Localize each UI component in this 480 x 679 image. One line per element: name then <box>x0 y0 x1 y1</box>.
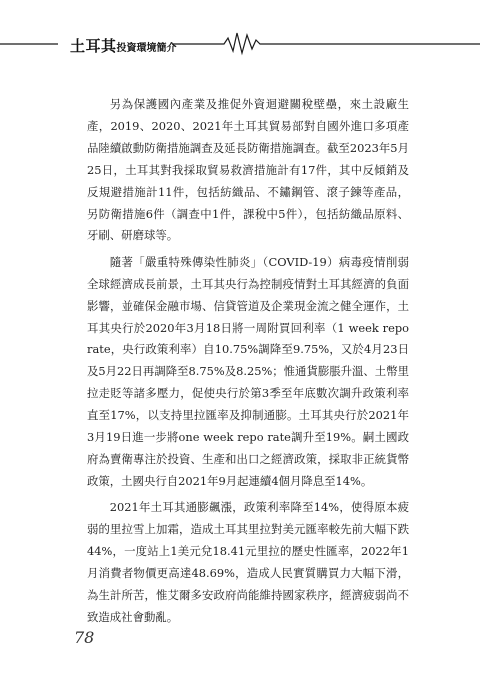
paragraph-covid-monetary-policy: 隨著「嚴重特殊傳染性肺炎」（COVID-19）病毒疫情削弱全球經濟成長前景，土耳其央行為控制疫情對土耳其經濟的負面影響，並確保金融市場、信貸管道及企業現金流之健全運作，土耳其央行於2020年3月18日將一周附買回利率（1 week repo rate，央行政策利率）自10.75%調降至9.75%，又於4月23日及5月22日再調降至8.75%及8.25%；惟通貨膨脹升溫、土幣里拉走貶等諸多壓力，促使央行於第3季至年底數次調升政策利率直至17%，以支持里拉匯率及抑制通膨。土耳其央行於2021年3月19日進一步將one week repo rate調升至19%。嗣土國政府為賣衛專注於投資、生產和出口之經濟政策，採取非正統貨幣政策，土國央行自2021年9月起連續4個月降息至14%。 <box>87 254 409 488</box>
header-title <box>70 35 177 56</box>
running-header <box>0 24 480 64</box>
body-text <box>87 94 409 633</box>
header-title-country: 土耳其 <box>70 37 117 55</box>
paragraph-inflation-2021: 2021年土耳其通膨飆漲，政策利率降至14%，使得原本疲弱的里拉雪上加霜，造成土耳其里拉對美元匯率較先前大幅下跌44%，一度站上1美元兌18.41元里拉的歷史性匯率，2022年1月消費者物價更高達48.69%，造成人民實質購買力大幅下滑，為生計所苦，惟艾爾多安政府尚能維持國家秩序，經濟疲弱尚不致造成社會動亂。 <box>87 500 409 624</box>
page-number: 78 <box>74 628 95 647</box>
header-title-subtitle: 投資環境簡介 <box>116 43 177 54</box>
paragraph-trade-remedies: 另為保護國內產業及推促外資迴避關稅壁壘，來土設廠生產，2019、2020、2021年土耳其貿易部對自國外進口多項產品陸續啟動防衛措施調查及延長防衛措施調查。截至2023年5月25日，土耳其對我採取貿易救濟措施計有17件，其中反傾銷及反規避措施計11件，包括紡織品、不鏽鋼管、滾子鍊等產品，另防衛措施6件（調查中1件，課稅中5件），包括紡織品原料、牙刷、研磨球等。 <box>87 97 409 243</box>
